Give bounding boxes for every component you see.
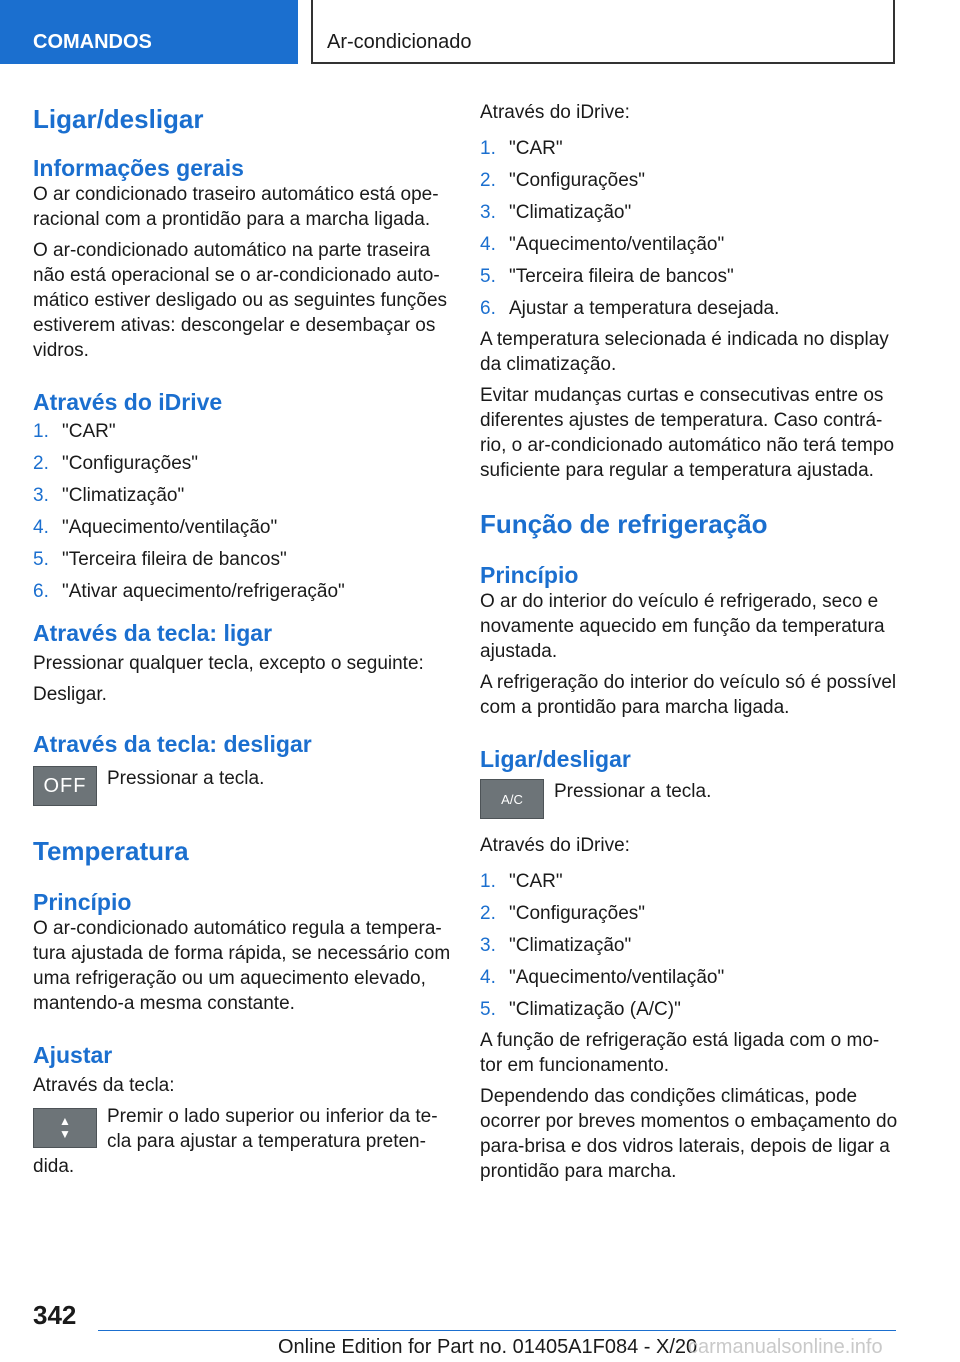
paragraph: Pressionar a tecla. [554,781,712,802]
list-item [480,930,898,962]
up-down-arrow-icon: ▲ ▼ [33,1108,97,1148]
watermark: carmanualsonline.info [688,1336,883,1358]
list-item-text: "Climatização (A/C)" [509,999,681,1020]
list-item-text: "Climatização" [62,485,185,506]
list-item-text: "Climatização" [509,202,632,223]
heading-tecla-desligar: Através da tecla: desligar [33,731,312,757]
list-item-text: Ajustar a temperatura desejada. [509,298,780,319]
chapter-title: Ar-condicionado [327,31,472,53]
page-number: 342 [33,1300,77,1330]
idrive-list [33,416,451,608]
heading-atraves-idrive: Através do iDrive [33,389,223,415]
list-number: 3. [480,935,496,956]
paragraph: O ar-condicionado automático na parte traseira não está operacional se o ar-condicionado auto-mático estiver desligado ou as seguintes funções estiverem ativas: descongelar e desembaçar os vidros. [33,240,448,361]
paragraph: O ar-condicionado automático regula a tempera-tura ajustada de forma rápida, se necessário com uma refrigeração ou um aquecimento elevado, mantendo-a mesma constante. [33,918,451,1014]
list-number: 2. [33,453,49,474]
ac-key-icon [480,779,544,819]
list-number: 2. [480,170,496,191]
heading-tecla-ligar: Através da tecla: ligar [33,620,273,646]
list-item-text: "Configurações" [62,453,199,474]
list-item [33,544,451,576]
heading-principio: Princípio [480,562,579,588]
paragraph: A temperatura selecionada é indicada no display da climatização. [480,329,889,375]
left-column [33,100,451,1179]
list-item [480,866,898,898]
paragraph: O ar do interior do veículo é refrigerado, seco e novamente aquecido em função da temperatura ajustada. [480,591,885,662]
list-item-text: "CAR" [509,138,563,159]
right-column [480,100,898,1184]
heading-ligar-desligar: Ligar/desligar [33,104,204,134]
list-item-text: "CAR" [509,871,563,892]
list-number: 2. [480,903,496,924]
list-item-text: "Terceira fileira de bancos" [62,549,287,570]
list-item [480,962,898,994]
paragraph: O ar condicionado traseiro automático está ope-racional com a prontidão para a marcha ligada. [33,184,439,230]
list-item [480,994,898,1026]
list-item [480,133,898,165]
heading-ajustar: Ajustar [33,1042,113,1068]
list-number: 4. [480,967,496,988]
paragraph: Através do iDrive: [480,835,630,856]
heading-temperatura: Temperatura [33,836,189,866]
list-item [33,448,451,480]
paragraph: Dependendo das condições climáticas, pode ocorrer por breves momentos o embaçamento do para-brisa e dos vidros laterais, depois de ligar a prontidão para marcha. [480,1086,898,1182]
temp-key-row [33,1104,451,1179]
list-number: 5. [480,266,496,287]
list-item-text: "Climatização" [509,935,632,956]
list-item [480,293,898,325]
list-item [480,898,898,930]
list-item [480,197,898,229]
paragraph: A refrigeração do interior do veículo só é possível com a prontidão para marcha ligada. [480,672,897,718]
paragraph: Através do iDrive: [480,102,630,123]
off-key-label: OFF [43,774,87,797]
list-number: 4. [480,234,496,255]
list-number: 3. [33,485,49,506]
paragraph: Premir o lado superior ou inferior da te-cla para ajustar a temperatura preten-dida. [33,1106,438,1177]
list-item-text: "Aquecimento/ventilação" [62,517,278,538]
heading-principio: Princípio [33,889,132,915]
list-number: 4. [33,517,49,538]
edition-text: Online Edition for Part no. 01405A1F084 - X/20 [278,1336,698,1358]
list-item-text: "Configurações" [509,170,646,191]
chapter-tab [311,0,895,64]
ac-key-row [480,779,898,819]
section-title: COMANDOS [33,31,152,53]
ac-idrive-list [480,866,898,1026]
list-item [33,512,451,544]
footer-divider [98,1330,896,1331]
list-item [33,576,451,608]
list-item-text: "CAR" [62,421,116,442]
list-number: 1. [480,138,496,159]
paragraph: A função de refrigeração está ligada com o mo-tor em funcionamento. [480,1030,880,1076]
list-item-text: "Configurações" [509,903,646,924]
paragraph: Pressionar qualquer tecla, excepto o seguinte: [33,653,424,674]
list-item-text: "Terceira fileira de bancos" [509,266,734,287]
off-key-icon [33,766,97,806]
list-item [480,165,898,197]
list-number: 3. [480,202,496,223]
heading-ligar-desligar: Ligar/desligar [480,746,631,772]
list-item [33,480,451,512]
list-item-text: "Aquecimento/ventilação" [509,967,725,988]
temperature-idrive-list [480,133,898,325]
paragraph: Pressionar a tecla. [107,768,265,789]
list-number: 6. [33,581,49,602]
list-item [480,229,898,261]
paragraph: Através da tecla: [33,1075,175,1096]
paragraph: Desligar. [33,684,107,705]
list-number: 1. [480,871,496,892]
list-item-text: "Aquecimento/ventilação" [509,234,725,255]
off-key-row [33,766,451,806]
list-item [33,416,451,448]
heading-funcao-refrigeracao: Função de refrigeração [480,509,768,539]
list-item [480,261,898,293]
section-tab [0,0,298,64]
list-item-text: "Ativar aquecimento/refrigeração" [62,581,345,602]
heading-informacoes-gerais: Informações gerais [33,155,244,181]
paragraph: Evitar mudanças curtas e consecutivas entre os diferentes ajustes de temperatura. Caso contrá-rio, o ar-condicionado automático não terá tempo suficiente para regular a temperatura ajustada. [480,385,895,481]
list-number: 6. [480,298,496,319]
list-number: 5. [33,549,49,570]
ac-key-label: A/C [501,791,523,807]
list-number: 5. [480,999,496,1020]
list-number: 1. [33,421,49,442]
